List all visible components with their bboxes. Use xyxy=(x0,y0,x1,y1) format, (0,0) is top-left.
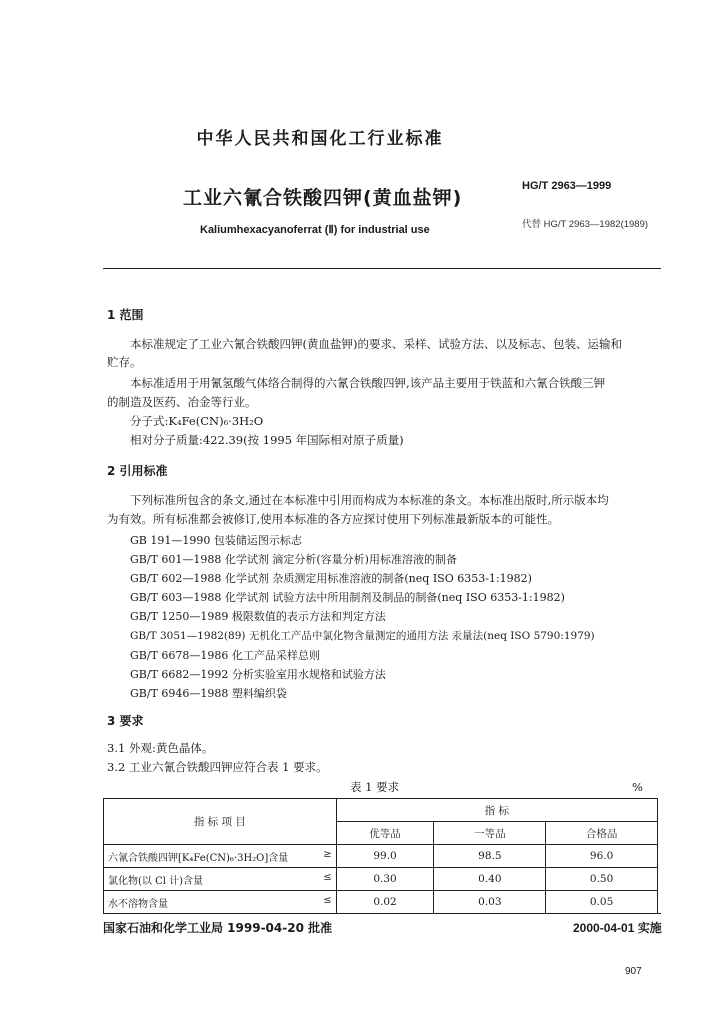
document-title-en: Kaliumhexacyanoferrat (Ⅱ) for industrial use xyxy=(200,224,430,236)
reference-standard: GB 191—1990 包装储运图示标志 xyxy=(130,534,302,547)
grade-superior: 优等品 xyxy=(336,822,434,845)
comparison-operator: ≤ xyxy=(323,894,332,906)
footer-rule xyxy=(103,913,661,914)
requirement-3-2: 3.2 工业六氰合铁酸四钾应符合表 1 要求。 xyxy=(107,760,328,774)
comparison-operator: ≥ xyxy=(323,848,332,860)
reference-standard: GB/T 601—1988 化学试剂 滴定分析(容量分析)用标准溶液的制备 xyxy=(130,553,457,566)
molar-mass: 相对分子质量:422.39(按 1995 年国际相对原子质量) xyxy=(130,433,404,447)
value-cell: 0.40 xyxy=(434,868,546,891)
reference-standard: GB/T 602—1988 化学试剂 杂质测定用标准溶液的制备(neq ISO 6353-1:1982) xyxy=(130,572,532,585)
implementation-date: 2000-04-01 实施 xyxy=(573,921,662,935)
document-title-cn: 工业六氰合铁酸四钾(黄血盐钾) xyxy=(183,187,463,209)
row-label xyxy=(104,868,337,891)
table-header-item: 指 标 项 目 xyxy=(104,799,337,845)
section-1-para2-line2: 的制造及医药、冶金等行业。 xyxy=(107,395,257,409)
document-number: HG/T 2963—1999 xyxy=(522,180,612,192)
comparison-operator: ≤ xyxy=(323,871,332,883)
section-3-heading: 3 要求 xyxy=(107,714,144,728)
header-rule xyxy=(103,268,661,269)
reference-standard: GB/T 6678—1986 化工产品采样总则 xyxy=(130,649,320,662)
section-1-para1-line1: 本标准规定了工业六氰合铁酸四钾(黄血盐钾)的要求、采样、试验方法、以及标志、包装、运输和 xyxy=(130,337,622,351)
item-name: 水不溶物含量 xyxy=(108,898,168,910)
approval-line: 国家石油和化学工业局 1999-04-20 批准 xyxy=(103,921,333,935)
section-2-heading: 2 引用标准 xyxy=(107,464,168,478)
molecular-formula: 分子式:K₄Fe(CN)₆·3H₂O xyxy=(130,414,264,428)
value-cell: 0.02 xyxy=(336,891,434,914)
section-1-para2-line1: 本标准适用于用氰氢酸气体络合制得的六氰合铁酸四钾,该产品主要用于铁蓝和六氰合铁酸三钾 xyxy=(130,376,606,390)
row-label xyxy=(104,845,337,868)
page-number: 907 xyxy=(625,966,642,977)
value-cell: 98.5 xyxy=(434,845,546,868)
value-cell: 99.0 xyxy=(336,845,434,868)
grade-first: 一等品 xyxy=(434,822,546,845)
reference-standard: GB/T 1250—1989 极限数值的表示方法和判定方法 xyxy=(130,610,386,623)
section-2-intro-line1: 下列标准所包含的条文,通过在本标准中引用而构成为本标准的条文。本标准出版时,所示版本均 xyxy=(130,493,609,507)
value-cell: 0.30 xyxy=(336,868,434,891)
table-unit: % xyxy=(632,780,643,794)
reference-standard: GB/T 603—1988 化学试剂 试验方法中所用制剂及制品的制备(neq ISO 6353-1:1982) xyxy=(130,591,565,604)
reference-standard: GB/T 3051—1982(89) 无机化工产品中氯化物含量测定的通用方法 汞量法(neq ISO 5790:1979) xyxy=(130,630,595,642)
section-1-para1-line2: 贮存。 xyxy=(107,355,142,369)
standard-category: 中华人民共和国化工行业标准 xyxy=(196,129,444,149)
table-row xyxy=(104,868,658,891)
section-1-heading: 1 范围 xyxy=(107,308,144,322)
value-cell: 0.50 xyxy=(546,868,658,891)
item-name: 氯化物(以 Cl 计)含量 xyxy=(108,875,204,887)
requirements-table xyxy=(103,798,658,914)
table-header-spec: 指 标 xyxy=(336,799,657,822)
reference-standard: GB/T 6946—1988 塑料编织袋 xyxy=(130,687,287,700)
table-row xyxy=(104,845,658,868)
reference-standard: GB/T 6682—1992 分析实验室用水规格和试验方法 xyxy=(130,668,386,681)
value-cell: 0.05 xyxy=(546,891,658,914)
section-2-intro-line2: 为有效。所有标准都会被修订,使用本标准的各方应探讨使用下列标准最新版本的可能性。 xyxy=(107,512,560,526)
item-name: 六氰合铁酸四钾[K₄Fe(CN)₆·3H₂O]含量 xyxy=(108,852,289,864)
row-label xyxy=(104,891,337,914)
replaces-note: 代替 HG/T 2963—1982(1989) xyxy=(522,219,649,230)
grade-qualified: 合格品 xyxy=(546,822,658,845)
value-cell: 0.03 xyxy=(434,891,546,914)
value-cell: 96.0 xyxy=(546,845,658,868)
table-row xyxy=(104,891,658,914)
table-caption: 表 1 要求 xyxy=(350,780,400,794)
requirement-3-1: 3.1 外观:黄色晶体。 xyxy=(107,741,214,755)
